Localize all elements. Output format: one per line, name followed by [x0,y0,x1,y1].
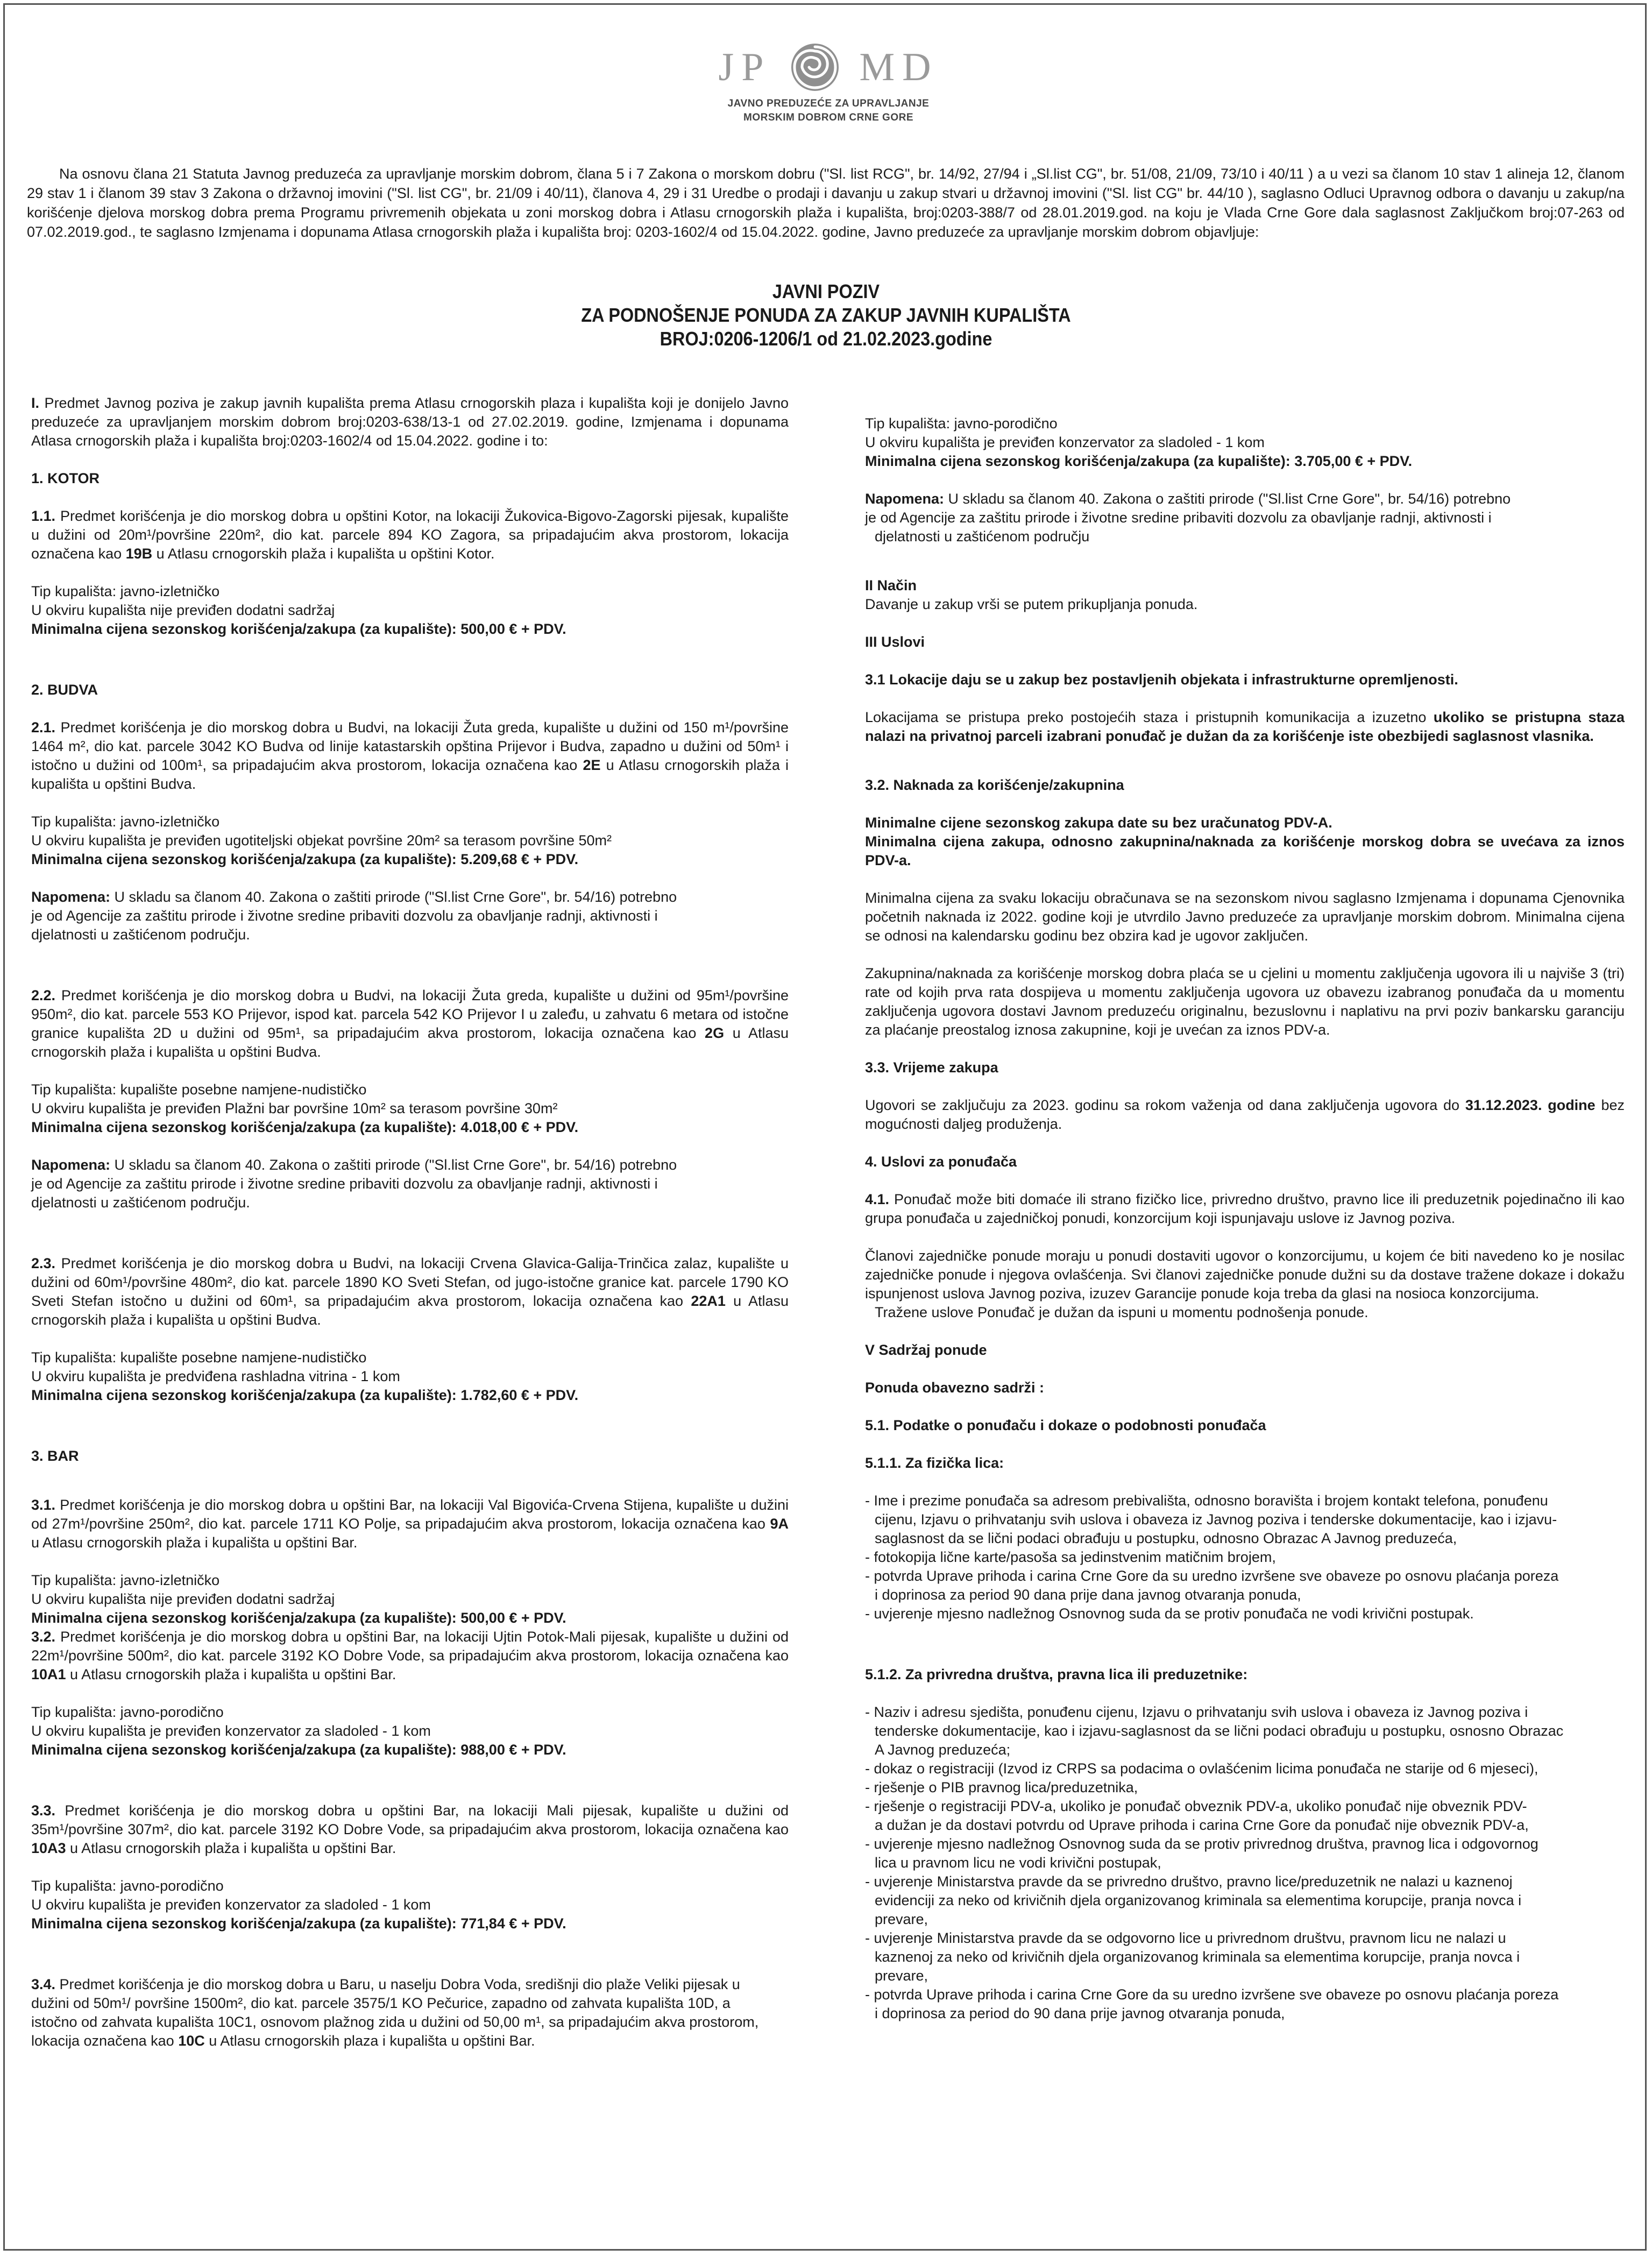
legal-entity-item: lica u pravnom licu ne vodi krivični postupak, [875,1855,1161,1871]
item-1-1-type: Tip kupališta: javno-izletničko [31,583,220,599]
item-2-2: 2.2. Predmet korišćenja je dio morskog dobra u Budvi, na lokaciji Žuta greda, kupalište u dužini od 95m¹/površine 950m², dio kat. parcele 553 KO Prijevor, ispod kat. parcela 542 KO Prijevor I u zaleđu, u zahvatu 6 metara od istočne granice kupališta 2D u dužini od 95m¹, sa pripadajućim akva prostorom, lokacija označena kao 2G u Atlasu crnogorskih plaža i kupališta u opštini Budva. [31,987,789,1060]
consortium-paragraph: Članovi zajedničke ponude moraju u ponudi dostaviti ugovor o konzorcijumu, u kojem će biti navedeno ko je nosilac zajedničke ponude i njegova ovlašćenja. Svi članovi zajedničke ponude dužni su da dostave tražene dokaze i dokažu ispunjenost uslova Javnog poziva, izuzev Garancije ponude koja treba da glasi na nosioca konzorcijuma. [865,1248,1625,1302]
legal-entity-item: prevare, [875,1968,928,1984]
fee-paragraph-2: Zakupnina/naknada za korišćenje morskog dobra plaća se u cjelini u momentu zaključenja ugovora ili u najviše 3 (tri) rate od kojih prva rata dospijeva u momentu zaključenja ugovora uz obavezu izabranog ponuđača da u momentu zaključenja ugovora dostavi Javnom preduzeću originalnu, bezuslovnu i naplativu na prvi poziv bankarsku garanciju za plaćanje preostalog iznosa zakupnine, koji je uvećan za iznos PDV-a. [865,965,1625,1038]
heading-4: 4. Uslovi za ponuđača [865,1154,1017,1170]
legal-entity-item: - potvrda Uprave prihoda i carina Crne Gore da su uredno izvršene sve obaveze po osnovu plaćanja poreza [865,1986,1559,2003]
item-3-4-line4: lokacija označena kao 10C u Atlasu crnogorskih plaza i kupališta u opštini Bar. [31,2033,535,2049]
heading-3-1: 3.1 Lokacije daju se u zakup bez postavljenih objekata i infrastrukturne opremljenosti. [865,671,1458,688]
natural-person-item: cijenu, Izjavu o prihvatanju svih uslova i obaveza iz Javnog poziva i tenderske dokumentacije, kao i izjavu- [875,1511,1557,1527]
natural-person-item: - Ime i prezime ponuđača sa adresom prebivališta, odnosno boravišta i brojem kontakt telefona, ponuđenu [865,1493,1548,1509]
heading-5-1: 5.1. Podatke o ponuđaču i dokaze o podobnosti ponuđača [865,1417,1266,1433]
item-3-1-price: Minimalna cijena sezonskog korišćenja/zakupa (za kupalište): 500,00 € + PDV. [31,1610,566,1626]
item-2-3: 2.3. Predmet korišćenja je dio morskog dobra u Budvi, na lokaciji Crvena Glavica-Galija-Trinčica zalaz, kupalište u dužini od 60m¹/površine 480m², dio kat. parcele 1890 KO Sveti Stefan, od jugo-istočne granice kat. parcele 1790 KO Sveti Stefan istočno u dužini od 60m¹, sa pripadajućim akva prostorom, lokacija označena kao 22A1 u Atlasu crnogorskih plaža i kupališta u opštini Budva. [31,1255,789,1328]
legal-entity-item: - Naziv i adresu sjedišta, ponuđenu cijenu, Izjavu o prihvatanju svih uslova i obaveza iz Javnog poziva i [865,1704,1528,1720]
fee-note-2: Minimalna cijena zakupa, odnosno zakupnina/naknada za korišćenje morskog dobra se uvećava za iznos PDV-a. [865,833,1625,868]
spiral-shell-icon [789,41,841,93]
heading-kotor: 1. KOTOR [31,470,100,486]
natural-person-item: i doprinosa za period 90 dana prije dana javnog otvaranja ponuda, [875,1587,1301,1603]
legal-entity-item: i doprinosa za period do 90 dana prije javnog otvaranja ponuda, [875,2005,1285,2021]
note-2-2-line1: Napomena: U skladu sa članom 40. Zakona o zaštiti prirode ("Sl.list Crne Gore", br. 54/16) potrebno [31,1157,677,1173]
item-2-2-content: U okviru kupališta je previđen Plažni bar površine 10m² sa terasom površine 30m² [31,1100,558,1116]
fee-paragraph-1: Minimalna cijena za svaku lokaciju obračunava se na sezonskom nivou saglasno Izmjenama i dopunama Cjenovnika početnih naknada iz 2022. godine koji je utvrdilo Javno preduzeće za upravljanje morskim dobrom. Minimalna cijena se odnosi na kalendarsku godinu bez obzira kad je ugovor zaključen. [865,890,1625,944]
item-2-2-type: Tip kupališta: kupalište posebne namjene-nudističko [31,1081,367,1098]
lease-term-paragraph: Ugovori se zaključuju za 2023. godinu sa rokom važenja od dana zaključenja ugovora do 31.12.2023. godine bez mogućnosti daljeg produženja. [865,1097,1625,1132]
heading-5-1-1: 5.1.1. Za fizička lica: [865,1455,1004,1471]
item-1-1-content: U okviru kupališta nije previđen dodatni sadržaj [31,602,335,618]
heading-uslovi: III Uslovi [865,634,925,650]
item-3-3-content: U okviru kupališta je previđen konzervator za sladoled - 1 kom [31,1897,431,1913]
note-3-4-line2: je od Agencije za zaštitu prirode i životne sredine pribaviti dozvolu za obavljanje radnji, aktivnosti i [865,510,1492,526]
heading-3-2: 3.2. Naknada za korišćenje/zakupnina [865,777,1124,793]
item-1-1: 1.1. Predmet korišćenja je dio morskog dobra u opštini Kotor, na lokaciji Žukovica-Bigovo-Zagorski pijesak, kupalište u dužini od 20m¹/površine 220m², dio kat. parcele 894 KO Zagora, sa pripadajućim akva prostorom, lokacija označena kao 19B u Atlasu crnogorskih plaža i kupališta u opštini Kotor. [31,508,789,562]
heading-nacin: II Način [865,577,917,593]
note-2-1-line2: je od Agencije za zaštitu prirode i životne sredine pribaviti dozvolu za obavljanje radnji, aktivnosti i [31,908,658,924]
heading-5: V Sadržaj ponude [865,1342,987,1358]
item-2-1-content: U okviru kupališta je previđen ugotiteljski objekat površine 20m² sa terasom površine 50m² [31,832,612,848]
document-title [83,280,1570,351]
legal-entity-item: - dokaz o registraciji (Izvod iz CRPS sa podacima o ovlašćenim licima ponuđača ne starije od 6 mjeseci), [865,1760,1538,1777]
legal-entity-item: tenderske dokumentacije, kao i izjavu-saglasnost da se lični podaci obrađuju u postupku, osnosno Obrazac [875,1723,1564,1739]
heading-5-1-2: 5.1.2. Za privredna društva, pravna lica ili preduzetnike: [865,1666,1248,1682]
requirements-note: Tražene uslove Ponuđač je dužan da ispuni u momentu podnošenja ponude. [875,1304,1369,1320]
title-line-2: ZA PODNOŠENJE PONUDA ZA ZAKUP JAVNIH KUPALIŠTA [581,304,1071,326]
item-3-3-price: Minimalna cijena sezonskog korišćenja/zakupa (za kupalište): 771,84 € + PDV. [31,1915,566,1932]
legal-entity-item: A Javnog preduzeća; [875,1742,1011,1758]
item-3-4-line1: 3.4. Predmet korišćenja je dio morskog dobra u Baru, u naselju Dobra Voda, središnji dio plaže Veliki pijesak u [31,1976,740,1992]
item-2-1-price: Minimalna cijena sezonskog korišćenja/zakupa (za kupalište): 5.209,68 € + PDV. [31,851,579,867]
logo-letters-left: JP [718,45,771,89]
item-3-2-type: Tip kupališta: javno-porodično [31,1704,224,1720]
item-4-1: 4.1. Ponuđač može biti domaće ili strano fizičko lice, privredno društvo, pravno lice ili preduzetnik pojedinačno ili kao grupa ponuđača u zajedničkoj ponudi, konzorcijum koji ispunjavaju uslove iz Javnog poziva. [865,1191,1625,1226]
logo-letters-right: MD [859,45,939,89]
item-2-1-type: Tip kupališta: javno-izletničko [31,814,220,830]
natural-person-item: - uvjerenje mjesno nadležnog Osnovnog suda da se protiv ponuđača ne vodi krivični postupak. [865,1606,1474,1622]
legal-entity-item: - uvjerenje Ministarstva pravde da se privredno društvo, pravno lice/preduzetnik ne nalazi u kaznenoj [865,1873,1513,1890]
natural-person-item: - fotokopija lične karte/pasoša sa jedinstvenim matičnim brojem, [865,1549,1276,1565]
note-2-1-line3: djelatnosti u zaštićenom području. [31,927,250,943]
natural-person-item: - potvrda Uprave prihoda i carina Crne Gore da su uredno izvršene sve obaveze po osnovu plaćanja poreza [865,1568,1559,1584]
heading-3-3: 3.3. Vrijeme zakupa [865,1059,998,1076]
org-name-line1: JAVNO PREDUZEĆE ZA UPRAVLJANJE [727,98,930,109]
item-3-3: 3.3. Predmet korišćenja je dio morskog dobra u opštini Bar, na lokaciji Mali pijesak, kupalište u dužini od 35m¹/površine 307m², dio kat. parcele 3192 KO Dobre Vode, sa pripadajućim akva prostorom, lokacija označena kao 10A3 u Atlasu crnogorskih plaža i kupališta u opštini Bar. [31,1802,789,1856]
legal-entity-item: a dužan je da dostavi potvrdu od Uprave prihoda i carina Crne Gore da ponuđač nije obveznik PDV-a, [875,1817,1529,1833]
item-2-1: 2.1. Predmet korišćenja je dio morskog dobra u Budvi, na lokaciji Žuta greda, kupalište u dužini od 150 m¹/površine 1464 m², dio kat. parcele 3042 KO Budva od linije katastarskih opština Prijevor i Budva, zapadno u dužini od 50m¹ i istočno u dužini od 100m¹, sa pripadajućim akva prostorom, lokacija označena kao 2E u Atlasu crnogorskih plaža i kupališta u opštini Budva. [31,719,789,792]
heading-bar: 3. BAR [31,1448,79,1464]
item-3-4-price: Minimalna cijena sezonskog korišćenja/zakupa (za kupalište): 3.705,00 € + PDV. [865,453,1413,469]
legal-entity-item: - uvjerenje mjesno nadležnog Osnovnog suda da se protiv privrednog društva, pravnog lica i odgovornog [865,1836,1538,1852]
item-3-4-line3: istočno od zahvata kupališta 10C1, osnovom plažnog zida u dužini od 50,00 m¹, sa pripadajućim akva prostorom, [31,2014,759,2030]
item-3-1: 3.1. Predmet korišćenja je dio morskog dobra u opštini Bar, na lokaciji Val Bigovića-Crvena Stijena, kupalište u dužini od 27m¹/površine 250m², dio kat. parcele 1711 KO Polje, sa pripadajućim akva prostorom, lokacija označena kao 9A u Atlasu crnogorskih plaža i kupališta u opštini Bar. [31,1497,789,1551]
right-column [865,414,1625,2023]
note-3-4-line3: djelatnosti u zaštićenom području [875,528,1090,544]
heading-budva: 2. BUDVA [31,682,98,698]
item-2-3-price: Minimalna cijena sezonskog korišćenja/zakupa (za kupalište): 1.782,60 € + PDV. [31,1387,579,1403]
note-2-1-line1: Napomena: U skladu sa članom 40. Zakona o zaštiti prirode ("Sl.list Crne Gore", br. 54/16) potrebno [31,889,677,905]
nacin-text: Davanje u zakup vrši se putem prikupljanja ponuda. [865,596,1198,612]
item-2-3-content: U okviru kupališta je predviđena rashladna vitrina - 1 kom [31,1368,400,1384]
natural-person-item: saglasnost da se lični podaci obrađuju u postupku, odnosno Obrazac A Javnog preduzeća, [875,1530,1457,1546]
legal-entity-item: - rješenje o PIB pravnog lica/preduzetnika, [865,1779,1138,1795]
title-line-3: BROJ:0206-1206/1 od 21.02.2023.godine [660,328,992,350]
title-line-1: JAVNI POZIV [772,280,880,302]
note-2-2-line3: djelatnosti u zaštićenom području. [31,1194,250,1211]
offer-contains: Ponuda obavezno sadrži : [865,1380,1045,1396]
item-3-2-price: Minimalna cijena sezonskog korišćenja/zakupa (za kupalište): 988,00 € + PDV. [31,1742,566,1758]
intro-paragraph: Na osnovu člana 21 Statuta Javnog preduzeća za upravljanje morskim dobrom, člana 5 i 7 Zakona o morskom dobru ("Sl. list RCG", br. 14/92, 27/94 i „Sl.list CG", br. 51/08, 21/09, 73/10 i 40/11 ) a u vezi sa članom 10 stav 1 alineja 12, članom 29 stav 1 i članom 39 stav 3 Zakona o državnoj imovini ("Sl. list CG", br. 21/09 i 40/11), članova 4, 29 i 31 Uredbe o prodaji i davanju u zakup stvari u državnoj imovini ("Sl. list CG" br. 44/10 ), saglasno Odluci Upravnog odbora o davanju u zakup/na korišćenje djelova morskog dobra prema Programu privremenih objekata u zoni morskog dobra i Atlasu crnogorskih plaža i kupališta, broj:0203-388/7 od 28.01.2019.god. na koju je Vlada Crne Gore dala saglasnost Zaključkom broj:07-263 od 07.02.2019.god., te saglasno Izmjenama i dopunama Atlasa crnogorskih plaža i kupališta broj: 0203-1602/4 od 15.04.2022. godine, Javno preduzeće za upravljanje morskim dobrom objavljuje: [27,166,1625,240]
legal-entity-item: - uvjerenje Ministarstva pravde da se odgovorno lice u privrednom društvu, pravnom licu ne nalazi u [865,1930,1506,1946]
item-2-2-price: Minimalna cijena sezonskog korišćenja/zakupa (za kupalište): 4.018,00 € + PDV. [31,1119,579,1135]
org-name-line2: MORSKIM DOBROM CRNE GORE [743,112,913,123]
note-2-2-line2: je od Agencije za zaštitu prirode i životne sredine pribaviti dozvolu za obavljanje radnji, aktivnosti i [31,1176,658,1192]
access-paragraph: Lokacijama se pristupa preko postojećih staza i pristupnih komunikacija a izuzetno ukoliko se pristupna staza nalazi na privatnoj parceli izabrani ponuđač je dužan da za korišćenje iste obezbijedi saglasnost vlasnika. [865,709,1625,744]
legal-entity-item: kaznenoj za neko od krivičnih djela organizovanog kriminala sa elementima korupcije, pranja novca i [875,1949,1520,1965]
legal-entity-item: - rješenje o registraciji PDV-a, ukoliko je ponuđač obveznik PDV-a, ukoliko ponuđač nije obveznik PDV- [865,1798,1527,1814]
item-3-4-type: Tip kupališta: javno-porodično [865,415,1058,432]
item-3-3-type: Tip kupališta: javno-porodično [31,1878,224,1894]
item-3-2: 3.2. Predmet korišćenja je dio morskog dobra u opštini Bar, na lokaciji Ujtin Potok-Mali pijesak, kupalište u dužini od 22m¹/površine 500m², dio kat. parcele 3192 KO Dobre Vode, sa pripadajućim akva prostorom, lokacija označena kao 10A1 u Atlasu crnogorskih plaža i kupališta u opštini Bar. [31,1629,789,1682]
item-3-1-content: U okviru kupališta nije previđen dodatni sadržaj [31,1591,335,1607]
left-column [31,394,789,2050]
item-2-3-type: Tip kupališta: kupalište posebne namjene-nudističko [31,1349,367,1366]
item-1-1-price: Minimalna cijena sezonskog korišćenja/zakupa (za kupalište): 500,00 € + PDV. [31,621,566,637]
section-1-paragraph: I. Predmet Javnog poziva je zakup javnih kupališta prema Atlasu crnogorskih plaza i kupališta koji je donijelo Javno preduzeće za upravljanjem morskim dobrom broj:0203-638/13-1 od 27.02.2019. godine, Izmjenama i dopunama Atlasa crnogorskih plaža i kupališta broj:0203-1602/4 od 15.04.2022. godine i to: [31,395,789,449]
legal-entity-item: evidenciji za neko od krivičnih djela organizovanog kriminala sa elementima korupcije, pranja novca i [875,1892,1522,1908]
legal-entity-item: prevare, [875,1911,928,1927]
note-3-4-line1: Napomena: U skladu sa članom 40. Zakona o zaštiti prirode ("Sl.list Crne Gore", br. 54/16) potrebno [865,491,1511,507]
organization-logo [694,38,963,137]
item-3-2-content: U okviru kupališta je previđen konzervator za sladoled - 1 kom [31,1723,431,1739]
item-3-1-type: Tip kupališta: javno-izletničko [31,1572,220,1588]
item-3-4-line2: dužini od 50m¹/ površine 1500m², dio kat. parcele 3575/1 KO Pečurice, zapadno od zahvata kupališta 10D, a [31,1995,731,2011]
fee-note-1: Minimalne cijene sezonskog zakupa date su bez uračunatog PDV-A. [865,815,1332,831]
item-3-4-content: U okviru kupališta je previđen konzervator za sladoled - 1 kom [865,434,1265,450]
